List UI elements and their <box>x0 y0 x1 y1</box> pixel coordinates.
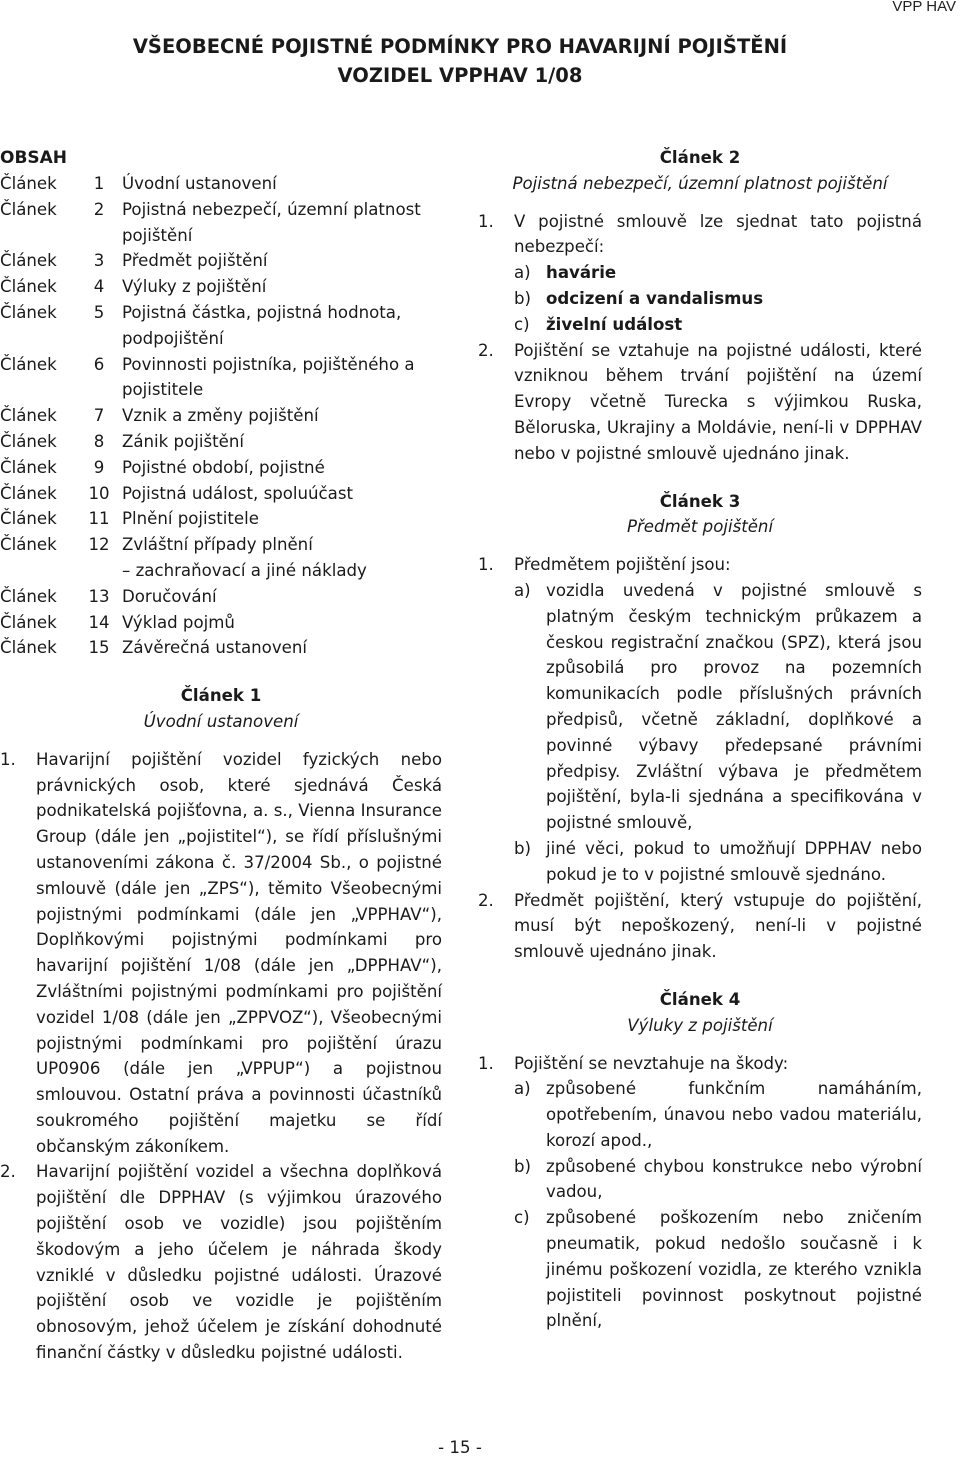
item-text: způsobené chybou konstrukce nebo výrobní vadou, <box>546 1156 922 1202</box>
paragraph-number: 2. <box>478 340 494 360</box>
item-letter: a) <box>514 263 531 283</box>
toc-article-title: Pojistné období, pojistné <box>122 457 325 477</box>
toc-article-label: Článek <box>0 406 57 426</box>
article-3-item-a <box>514 578 922 836</box>
article-4-subtitle: Výluky z pojištění <box>627 1015 773 1035</box>
article-2-item-list <box>478 260 922 337</box>
article-1-paragraph-1 <box>0 747 442 1160</box>
article-2-paragraph-1 <box>478 209 922 261</box>
paragraph-text: Havarijní pojištění vozidel a všechna doplňková pojištění dle DPPHAV (s výjimkou úrazového pojištění osob ve vozidle) jsou pojištěním škodovým a jeho účelem je náhrada škody vzniklé v důsledku pojistné události. Úrazové pojištění osob ve vozidle je pojištěním obnosovým, jehož účelem je získání dohodnuté finanční částky v důsledku pojistné události. <box>36 1162 442 1363</box>
article-4-item-c <box>514 1205 922 1334</box>
article-4-item-a <box>514 1076 922 1153</box>
toc-article-label: Článek <box>0 277 57 297</box>
item-letter: b) <box>514 838 532 858</box>
article-2-item-a <box>514 260 922 286</box>
toc-article-title: Pojistná událost, spoluúčast <box>122 483 353 503</box>
toc-article-label: Článek <box>0 535 57 555</box>
document-code: VPP HAV <box>892 0 956 15</box>
toc-article-number: 3 <box>93 251 105 271</box>
toc-article-number: 4 <box>93 277 105 297</box>
item-letter: b) <box>514 288 532 308</box>
toc-entry <box>0 584 442 610</box>
toc-entry <box>0 197 442 249</box>
toc-entry <box>0 171 442 197</box>
toc-entry <box>0 506 442 532</box>
toc-entry <box>0 455 442 481</box>
paragraph-text: Předmět pojištění, který vstupuje do pojištění, musí být nepoškozený, není-li v pojistné smlouvě ujednáno jinak. <box>514 890 922 962</box>
toc-article-label: Článek <box>0 251 57 271</box>
toc-article-title: Doručování <box>122 586 217 606</box>
article-3-paragraph-1 <box>478 552 922 578</box>
item-text: živelní událost <box>546 314 683 334</box>
article-1-subtitle: Úvodní ustanovení <box>143 711 299 731</box>
toc-article-number: 10 <box>88 483 110 503</box>
toc-article-label: Článek <box>0 199 57 219</box>
paragraph-number: 1. <box>478 555 494 575</box>
item-text: odcizení a vandalismus <box>546 288 764 308</box>
paragraph-number: 1. <box>0 749 16 769</box>
item-text: způsobené funkčním namáháním, opotřebením, únavou nebo vadou materiálu, korozí apod., <box>546 1079 922 1150</box>
toc-heading: OBSAH <box>0 148 68 168</box>
article-3-item-b <box>514 836 922 888</box>
toc-article-number: 8 <box>93 431 105 451</box>
toc-article-title: Pojistná částka, pojistná hodnota, podpojištění <box>122 302 402 348</box>
toc-article-label: Článek <box>0 174 57 193</box>
paragraph-text: Pojištění se nevztahuje na škody: <box>514 1053 789 1073</box>
toc-article-number: 15 <box>88 638 110 658</box>
toc-article-number <box>76 558 122 584</box>
right-column <box>478 145 922 1334</box>
toc-entry <box>0 274 442 300</box>
toc-article-label: Článek <box>0 509 57 529</box>
toc-article-number: 14 <box>88 612 110 632</box>
toc-article-number: 1 <box>93 174 105 193</box>
toc-entry <box>0 635 442 661</box>
article-2-heading: Článek 2 <box>659 148 741 167</box>
paragraph-text: Havarijní pojištění vozidel fyzických nebo právnických osob, které sjednává Česká podnikatelská pojišťovna, a. s., Vienna Insurance Group (dále jen „pojistitel“), se řídí příslušnými ustanoveními zákona č. 37/2004 Sb., o pojistné smlouvě (dále jen „ZPS“), těmito Všeobecnými pojistnými podmínkami (dále jen „VPPHAV“), Doplňkovými pojistnými podmínkami pro havarijní pojištění 1/08 (dále jen „DPPHAV“), Zvláštními pojistnými podmínkami pro pojištění vozidel 1/08 (dále jen „ZPPVOZ“), Všeobecnými pojistnými podmínkami pro pojištění úrazu UP0906 (dále jen „VPPUP“) a pojistnou smlouvou. Ostatní práva a povinnosti účastníků soukromého pojištění majetku se řídí občanským zákoníkem. <box>36 749 442 1156</box>
article-4-paragraph-1 <box>478 1051 922 1077</box>
paragraph-text: V pojistné smlouvě lze sjednat tato pojistná nebezpečí: <box>514 211 922 257</box>
toc-article-title: – zachraňovací a jiné náklady <box>122 560 367 580</box>
toc-entry <box>0 248 442 274</box>
item-text: jiné věci, pokud to umožňují DPPHAV nebo pokud je to v pojistné smlouvě sjednáno. <box>546 838 922 884</box>
toc-entry <box>0 481 442 507</box>
toc-article-label: Článek <box>0 457 57 477</box>
toc-entry <box>0 558 442 584</box>
toc-article-label: Článek <box>0 431 57 451</box>
toc-entry <box>0 300 442 352</box>
item-letter: c) <box>514 314 530 334</box>
toc-entry <box>0 403 442 429</box>
title-line-2: VOZIDEL VPPHAV 1/08 <box>337 64 583 87</box>
paragraph-number: 1. <box>478 1053 494 1073</box>
toc-article-number: 2 <box>93 199 105 219</box>
article-4-item-b <box>514 1154 922 1206</box>
toc-article-label: Článek <box>0 302 57 322</box>
toc-article-title: Zvláštní případy plnění <box>122 535 313 555</box>
article-4-item-list <box>478 1076 922 1334</box>
toc-entry <box>0 532 442 558</box>
toc-article-number: 12 <box>88 535 110 555</box>
item-text: havárie <box>546 263 617 283</box>
toc-article-title: Zánik pojištění <box>122 431 244 451</box>
paragraph-text: Předmětem pojištění jsou: <box>514 555 731 575</box>
toc-entry <box>0 352 442 404</box>
toc-entry <box>0 610 442 636</box>
page-number: - 15 - <box>438 1438 482 1457</box>
toc-entry <box>0 429 442 455</box>
toc-article-title: Výluky z pojištění <box>122 277 267 297</box>
toc-article-number: 6 <box>93 354 105 374</box>
paragraph-text: Pojištění se vztahuje na pojistné události, které vzniknou během trvání pojištění na území Evropy včetně Turecka s výjimkou Ruska, Běloruska, Ukrajiny a Moldávie, není-li v DPPHAV nebo v pojistné smlouvě ujednáno jinak. <box>514 340 922 463</box>
paragraph-number: 2. <box>478 890 494 910</box>
article-1-paragraph-2 <box>0 1159 442 1365</box>
article-3-item-list <box>478 578 922 888</box>
toc-article-title: Povinnosti pojistníka, pojištěného a pojistitele <box>122 354 415 400</box>
left-column <box>0 145 442 1366</box>
toc-article-number: 5 <box>93 302 105 322</box>
article-3-heading: Článek 3 <box>659 491 741 511</box>
item-text: vozidla uvedená v pojistné smlouvě s platným českým technickým průkazem a českou registrační značkou (SPZ), která jsou způsobilá pro provoz na pozemních komunikacích podle příslušných právních předpisů, včetně základní, doplňkové a povinné výbavy předepsané právními předpisy. Zvláštní výbava je předmětem pojištění, byla-li sjednána a specifikována v pojistné smlouvě, <box>546 580 922 833</box>
article-2-item-b <box>514 286 922 312</box>
toc-article-title: Předmět pojištění <box>122 251 268 271</box>
article-2-subtitle: Pojistná nebezpečí, územní platnost pojištění <box>512 173 888 193</box>
toc-article-title: Výklad pojmů <box>122 612 235 632</box>
toc-article-number: 7 <box>93 406 105 426</box>
toc-article-number: 9 <box>93 457 105 477</box>
title-line-1: VŠEOBECNÉ POJISTNÉ PODMÍNKY PRO HAVARIJNÍ POJIŠTĚNÍ <box>132 35 788 58</box>
item-letter: c) <box>514 1208 530 1228</box>
toc-article-label <box>0 558 76 584</box>
toc-article-label: Článek <box>0 638 57 658</box>
article-3-paragraph-2 <box>478 888 922 965</box>
toc-article-title: Plnění pojistitele <box>122 509 259 529</box>
toc-article-title: Pojistná nebezpečí, územní platnost pojištění <box>122 199 421 245</box>
toc-article-label: Článek <box>0 354 57 374</box>
article-3-subtitle: Předmět pojištění <box>626 517 774 537</box>
toc-article-number: 11 <box>88 509 110 529</box>
toc-article-title: Vznik a změny pojištění <box>122 406 319 426</box>
toc-article-label: Článek <box>0 612 57 632</box>
article-2-paragraph-2 <box>478 338 922 467</box>
paragraph-number: 1. <box>478 211 494 231</box>
toc-article-number: 13 <box>88 586 110 606</box>
article-2-item-c <box>514 312 922 338</box>
item-letter: b) <box>514 1156 532 1176</box>
document-title <box>0 32 920 90</box>
toc-article-label: Článek <box>0 483 57 503</box>
toc-article-label: Článek <box>0 586 57 606</box>
article-1-heading: Článek 1 <box>180 686 262 706</box>
item-letter: a) <box>514 1079 531 1099</box>
toc-article-title: Úvodní ustanovení <box>122 174 277 193</box>
paragraph-number: 2. <box>0 1162 16 1182</box>
article-4-heading: Článek 4 <box>659 989 741 1009</box>
table-of-contents <box>0 171 442 661</box>
item-text: způsobené poškozením nebo zničením pneumatik, pokud nedošlo současně i k jinému poškození vozidla, ze kterého vznikla pojistiteli povinnost poskytnout pojistné plnění, <box>546 1208 922 1331</box>
toc-article-title: Závěrečná ustanovení <box>122 638 307 658</box>
item-letter: a) <box>514 580 531 600</box>
